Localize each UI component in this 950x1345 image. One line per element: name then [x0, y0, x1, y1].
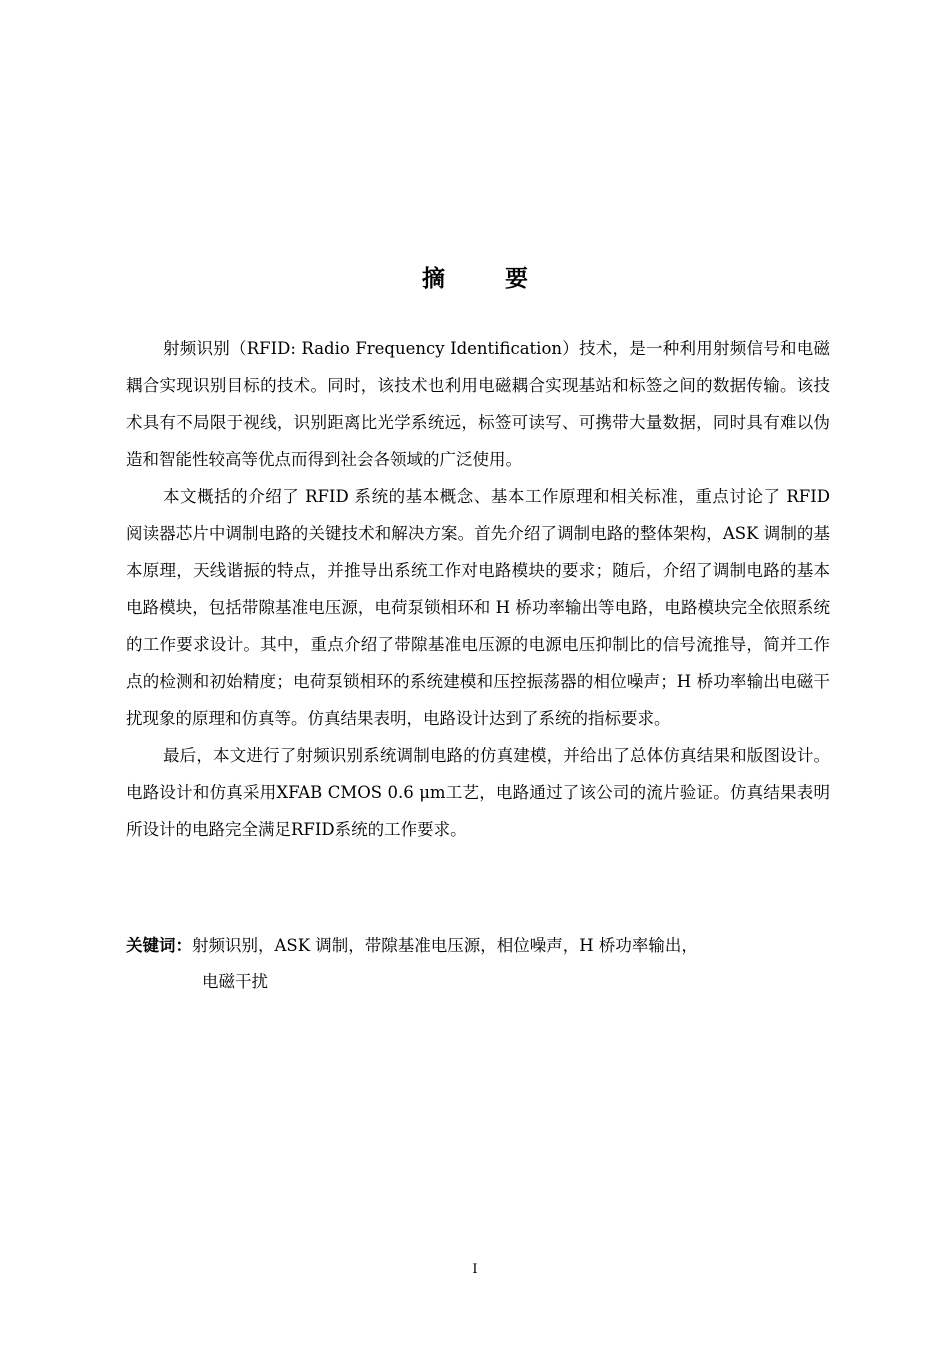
abstract-paragraph-3: 最后，本文进行了射频识别系统调制电路的仿真建模，并给出了总体仿真结果和版图设计。电路设计和仿真采用XFAB CMOS 0.6 μm工艺，电路通过了该公司的流片验证。仿真结果表明所设计的电路完全满足RFID系统的工作要求。	[126, 746, 830, 839]
keywords-label: 关键词：	[126, 936, 192, 955]
abstract-paragraph-2: 本文概括的介绍了 RFID 系统的基本概念、基本工作原理和相关标准，重点讨论了 RFID 阅读器芯片中调制电路的关键技术和解决方案。首先介绍了调制电路的整体架构，ASK 调制的基本原理，天线谐振的特点，并推导出系统工作对电路模块的要求；随后，介绍了调制电路的基本电路模块，包括带隙基准电压源，电荷泵锁相环和 H 桥功率输出等电路，电路模块完全依照系统的工作要求设计。其中，重点介绍了带隙基准电压源的电源电压抑制比的信号流推导，简并工作点的检测和初始精度；电荷泵锁相环的系统建模和压控振荡器的相位噪声；H 桥功率输出电磁干扰现象的原理和仿真等。仿真结果表明，电路设计达到了系统的指标要求。	[126, 487, 830, 728]
keywords-block	[126, 928, 830, 1000]
keywords-text-1: 射频识别，ASK 调制，带隙基准电压源，相位噪声，H 桥功率输出，	[192, 936, 698, 955]
keywords-line-1	[126, 928, 830, 964]
abstract-title: 摘 要	[421, 266, 554, 292]
page-number: I	[472, 1262, 478, 1277]
abstract-paragraph-1: 射频识别（RFID: Radio Frequency Identification）技术，是一种利用射频信号和电磁耦合实现识别目标的技术。同时，该技术也利用电磁耦合实现基站和标签之间的数据传输。该技术具有不局限于视线，识别距离比光学系统远，标签可读写、可携带大量数据，同时具有难以伪造和智能性较高等优点而得到社会各领域的广泛使用。	[126, 339, 830, 469]
abstract-body	[126, 330, 830, 848]
keywords-line-2: 电磁干扰	[202, 972, 268, 991]
